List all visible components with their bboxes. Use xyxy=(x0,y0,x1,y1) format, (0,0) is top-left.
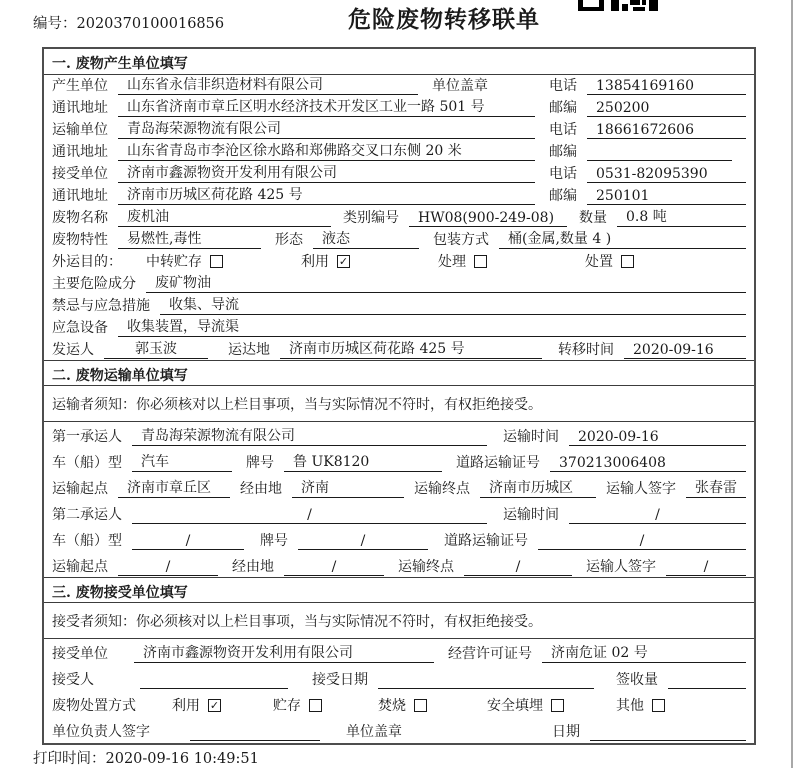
field-value: 青岛海荣源物流有限公司 xyxy=(132,425,487,446)
row-left-group xyxy=(52,185,549,205)
field-value xyxy=(140,672,288,689)
field-value: 郭玉波 xyxy=(104,339,208,359)
field-value: / xyxy=(298,533,428,550)
row-vehicle-1 xyxy=(44,448,754,474)
row-transport-address xyxy=(44,141,754,163)
field-label: 类别编号 xyxy=(343,210,399,226)
checkbox-icon xyxy=(210,255,223,268)
field-label: 道路运输证号 xyxy=(444,533,528,549)
field-label: 转移时间 xyxy=(558,342,614,358)
field-label: 车（船）型 xyxy=(52,533,122,549)
field-value: 废机油 xyxy=(118,207,331,227)
purpose-option-utilize xyxy=(301,251,350,271)
field-value: 2020-09-16 xyxy=(624,342,746,359)
row-hazard-components xyxy=(44,273,754,295)
option-label: 利用 xyxy=(301,254,329,270)
field-value: / xyxy=(132,533,244,550)
row-transfer-purpose xyxy=(44,251,754,273)
section2-header: 二. 废物运输单位填写 xyxy=(44,360,754,386)
field-label: 禁忌与应急措施 xyxy=(52,298,150,314)
field-value: / xyxy=(464,559,572,576)
serial-number xyxy=(33,12,224,33)
option-label: 处理 xyxy=(438,254,466,270)
field-value: 山东省济南市章丘区明水经济技术开发区工业一路 501 号 xyxy=(118,97,535,117)
print-time-label: 打印时间： xyxy=(33,751,106,767)
field-label: 形态 xyxy=(275,232,303,248)
field-value: / xyxy=(538,533,746,550)
field-label: 废物特性 xyxy=(52,232,108,248)
field-label: 运输时间 xyxy=(503,507,559,523)
field-value: / xyxy=(132,507,487,524)
field-label: 运输时间 xyxy=(503,429,559,445)
field-value: 收集、导流 xyxy=(160,295,746,315)
field-label: 车（船）型 xyxy=(52,455,122,471)
purpose-option-transit xyxy=(146,251,223,271)
row-vehicle-2 xyxy=(44,526,754,552)
field-value: 2020-09-16 xyxy=(569,429,746,446)
row-receiver-unit xyxy=(44,163,754,185)
field-value: HW08(900-249-08) xyxy=(409,210,567,227)
row-route-1 xyxy=(44,474,754,500)
row-left-group xyxy=(52,75,549,95)
row-accept-person xyxy=(44,665,754,691)
row-emergency-equipment xyxy=(44,317,754,339)
field-value: / xyxy=(569,507,746,524)
field-label: 通讯地址 xyxy=(52,188,108,204)
field-label: 邮编 xyxy=(549,188,577,204)
field-label: 外运目的： xyxy=(52,254,122,270)
field-label: 运达地 xyxy=(228,342,270,358)
disposal-option-incinerate xyxy=(378,695,427,715)
row-taboo-measures xyxy=(44,295,754,317)
field-value: 0531-82095390 xyxy=(587,166,746,183)
purpose-option-treat xyxy=(438,251,487,271)
field-value xyxy=(378,672,594,689)
option-label: 焚烧 xyxy=(378,698,406,714)
field-label: 签收量 xyxy=(616,672,658,688)
page-title: 危险废物转移联单 xyxy=(348,6,540,33)
notice-label: 运输者须知： xyxy=(52,396,136,413)
field-value: 370213006408 xyxy=(550,455,746,472)
checkbox-icon: ✓ xyxy=(209,698,220,712)
disposal-option-landfill xyxy=(487,695,564,715)
field-value: 青岛海荣源物流有限公司 xyxy=(118,119,535,139)
notice-label: 接受者须知： xyxy=(52,613,136,630)
field-label: 经由地 xyxy=(240,481,282,497)
option-label: 利用 xyxy=(172,698,200,714)
field-label: 运输终点 xyxy=(398,559,454,575)
receiver-notice xyxy=(44,603,754,639)
field-value: 山东省永信非织造材料有限公司 xyxy=(118,75,418,95)
field-label: 主要危险成分 xyxy=(52,276,136,292)
checkbox-icon xyxy=(474,255,487,268)
field-label: 电话 xyxy=(549,122,577,138)
field-value: 废矿物油 xyxy=(146,273,746,293)
field-label: 运输人签字 xyxy=(606,481,676,497)
row-second-carrier xyxy=(44,500,754,526)
field-value: 液态 xyxy=(313,229,419,249)
row-waste-traits xyxy=(44,229,754,251)
option-label: 安全填埋 xyxy=(487,698,543,714)
field-label: 牌号 xyxy=(260,533,288,549)
field-value: / xyxy=(284,559,384,576)
field-label: 应急设备 xyxy=(52,320,108,336)
row-first-carrier xyxy=(44,422,754,448)
field-value: 易燃性,毒性 xyxy=(118,229,261,249)
field-value: 桶(金属,数量 4 ) xyxy=(499,229,746,249)
field-label: 包装方式 xyxy=(433,232,489,248)
transporter-notice xyxy=(44,386,754,422)
row-responsible-sign xyxy=(44,717,754,743)
row-transport-unit xyxy=(44,119,754,141)
field-value xyxy=(190,724,320,741)
field-label: 第二承运人 xyxy=(52,507,122,523)
field-value: 济南市历城区荷花路 425 号 xyxy=(118,185,535,205)
field-label: 废物名称 xyxy=(52,210,108,226)
seal-caption: 单位盖章 xyxy=(346,724,402,740)
field-label: 电话 xyxy=(549,78,577,94)
row-left-group xyxy=(52,163,549,183)
field-value xyxy=(590,724,746,741)
row-waste-name xyxy=(44,207,754,229)
row-producer-unit xyxy=(44,75,754,97)
field-label: 接受人 xyxy=(52,672,94,688)
field-label: 牌号 xyxy=(246,455,274,471)
field-label: 接受单位 xyxy=(52,646,108,662)
section1-header: 一. 废物产生单位填写 xyxy=(44,49,754,75)
option-label: 其他 xyxy=(616,698,644,714)
field-label: 通讯地址 xyxy=(52,100,108,116)
field-value xyxy=(587,144,732,161)
field-value: 250101 xyxy=(587,188,746,205)
field-label: 运输人签字 xyxy=(586,559,656,575)
field-label: 接受日期 xyxy=(312,672,368,688)
field-label: 数量 xyxy=(579,210,607,226)
print-time-value: 2020-09-16 10:49:51 xyxy=(105,751,259,767)
field-value: 济南市鑫源物资开发利用有限公司 xyxy=(118,163,535,183)
field-label: 运输终点 xyxy=(414,481,470,497)
row-dispatcher xyxy=(44,339,754,361)
field-label: 发运人 xyxy=(52,342,94,358)
print-timestamp xyxy=(33,747,259,768)
row-left-group xyxy=(52,141,549,161)
field-value: / xyxy=(118,559,218,576)
field-label: 经由地 xyxy=(232,559,274,575)
option-label: 处置 xyxy=(585,254,613,270)
row-left-group xyxy=(52,119,549,139)
field-label: 接受单位 xyxy=(52,166,108,182)
manifest-form xyxy=(42,47,756,745)
field-label: 道路运输证号 xyxy=(456,455,540,471)
disposal-option-utilize xyxy=(172,695,221,715)
field-value: 0.8 吨 xyxy=(617,207,746,227)
field-value: 济南市章丘区 xyxy=(118,477,230,498)
field-value: 收集装置，导流渠 xyxy=(118,317,746,337)
field-value: 汽车 xyxy=(132,451,232,472)
checkbox-icon xyxy=(551,699,564,712)
disposal-option-other xyxy=(616,695,665,715)
field-value: 济南危证 02 号 xyxy=(542,642,746,663)
row-producer-address xyxy=(44,97,754,119)
field-label: 运输起点 xyxy=(52,481,108,497)
field-label: 邮编 xyxy=(549,100,577,116)
field-value: 济南市鑫源物资开发利用有限公司 xyxy=(134,642,434,663)
field-label: 废物处置方式 xyxy=(52,698,136,714)
row-disposal-method xyxy=(44,691,754,717)
field-label: 运输起点 xyxy=(52,559,108,575)
option-label: 中转贮存 xyxy=(146,254,202,270)
field-value: 济南 xyxy=(292,477,404,498)
serial-value: 2020370100016856 xyxy=(76,16,225,32)
field-label: 日期 xyxy=(552,724,580,740)
field-label: 产生单位 xyxy=(52,78,108,94)
row-accept-unit xyxy=(44,639,754,665)
field-value: 鲁 UK8120 xyxy=(284,451,442,472)
disposal-option-store xyxy=(273,695,322,715)
checkbox-icon xyxy=(621,255,634,268)
field-label: 第一承运人 xyxy=(52,429,122,445)
field-label: 通讯地址 xyxy=(52,144,108,160)
field-label: 邮编 xyxy=(549,144,577,160)
purpose-option-dispose xyxy=(585,251,634,271)
field-value: 济南市历城区 xyxy=(480,477,596,498)
row-route-2 xyxy=(44,552,754,578)
field-value: 张春雷 xyxy=(686,477,746,498)
page-edge-divider xyxy=(791,0,793,768)
field-value xyxy=(668,672,746,689)
field-label: 单位负责人签字 xyxy=(52,724,150,740)
field-value: 山东省青岛市李沧区徐水路和郑佛路交叉口东侧 20 米 xyxy=(118,141,535,161)
section3-header: 三. 废物接受单位填写 xyxy=(44,577,754,603)
checkbox-icon xyxy=(309,699,322,712)
checkbox-icon xyxy=(652,699,665,712)
field-value: 13854169160 xyxy=(587,78,746,95)
row-receiver-address xyxy=(44,185,754,207)
document-header xyxy=(0,0,796,44)
field-label: 经营许可证号 xyxy=(448,646,532,662)
option-label: 贮存 xyxy=(273,698,301,714)
field-label: 电话 xyxy=(549,166,577,182)
checkbox-icon xyxy=(414,699,427,712)
field-value: 250200 xyxy=(587,100,746,117)
field-value: / xyxy=(666,559,746,576)
seal-caption: 单位盖章 xyxy=(432,78,488,94)
checkbox-icon: ✓ xyxy=(338,254,349,268)
serial-label: 编号： xyxy=(33,16,77,32)
row-left-group xyxy=(52,97,549,117)
field-label: 运输单位 xyxy=(52,122,108,138)
field-value: 济南市历城区荷花路 425 号 xyxy=(280,339,542,359)
qr-code-fragment-icon xyxy=(578,0,662,11)
field-value: 18661672606 xyxy=(587,122,746,139)
notice-text: 你必须核对以上栏目事项，当与实际情况不符时，有权拒绝接受。 xyxy=(136,613,542,630)
notice-text: 你必须核对以上栏目事项，当与实际情况不符时，有权拒绝接受。 xyxy=(136,396,542,413)
